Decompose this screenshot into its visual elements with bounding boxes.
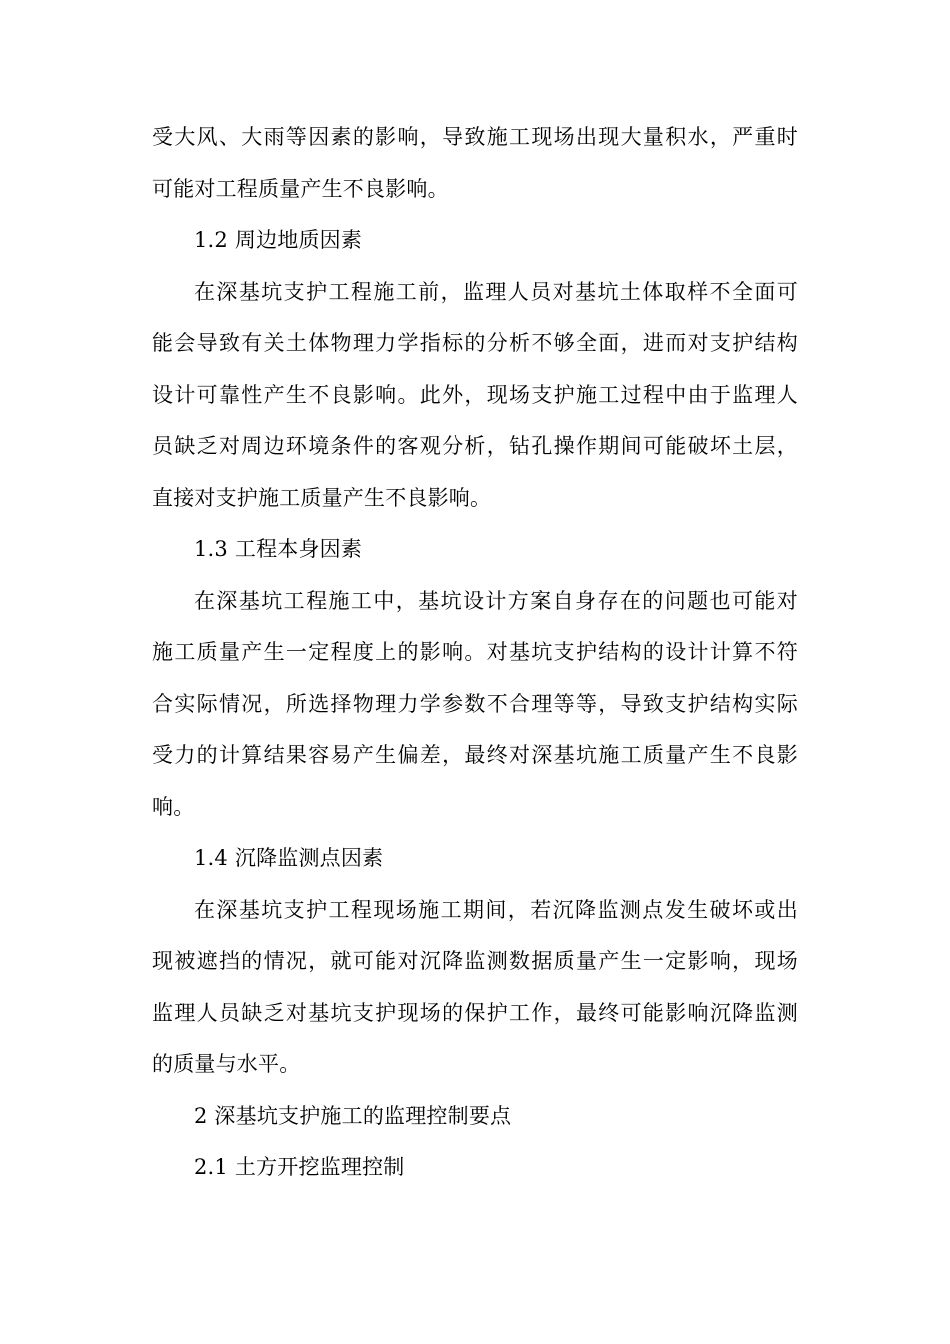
paragraph-line: 直接对支护施工质量产生不良影响。: [152, 485, 492, 510]
paragraph-line: 监理人员缺乏对基坑支护现场的保护工作，最终可能影响沉降监测: [152, 1000, 798, 1025]
paragraph-line: 设计可靠性产生不良影响。此外，现场支护施工过程中由于监理人: [152, 382, 798, 407]
section-heading-2-1: 2.1 土方开挖监理控制: [194, 1155, 405, 1179]
paragraph-line: 施工质量产生一定程度上的影响。对基坑支护结构的设计计算不符: [152, 640, 798, 664]
document-body: [152, 112, 798, 1194]
section-heading-2: 2 深基坑支护施工的监理控制要点: [194, 1103, 512, 1128]
paragraph-line: 合实际情况，所选择物理力学参数不合理等等，导致支护结构实际: [152, 691, 798, 716]
paragraph-line: 能会导致有关土体物理力学指标的分析不够全面，进而对支护结构: [152, 331, 798, 355]
paragraph-line: 在深基坑支护工程施工前，监理人员对基坑土体取样不全面可: [194, 279, 798, 304]
paragraph-line: 可能对工程质量产生不良影响。: [152, 176, 449, 201]
paragraph-line: 响。: [152, 794, 195, 819]
section-heading-1-3: 1.3 工程本身因素: [194, 537, 363, 561]
section-heading-1-4: 1.4 沉降监测点因素: [194, 846, 384, 870]
paragraph-line: 受力的计算结果容易产生偏差，最终对深基坑施工质量产生不良影: [152, 743, 798, 767]
paragraph-line: 在深基坑支护工程现场施工期间，若沉降监测点发生破坏或出: [194, 897, 798, 922]
paragraph-line: 受大风、大雨等因素的影响，导致施工现场出现大量积水，严重时: [152, 125, 798, 149]
paragraph-line: 员缺乏对周边环境条件的客观分析，钻孔操作期间可能破坏土层，: [152, 434, 798, 458]
paragraph-line: 的质量与水平。: [152, 1052, 301, 1076]
paragraph-line: 现被遮挡的情况，就可能对沉降监测数据质量产生一定影响，现场: [152, 949, 798, 973]
section-heading-1-2: 1.2 周边地质因素: [194, 228, 363, 252]
paragraph-line: 在深基坑工程施工中，基坑设计方案自身存在的问题也可能对: [194, 588, 798, 613]
